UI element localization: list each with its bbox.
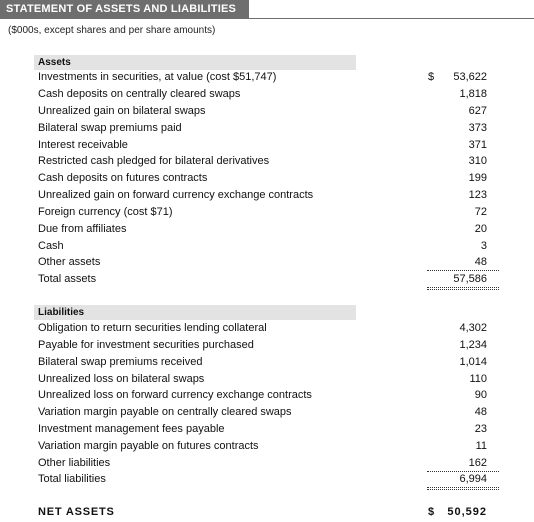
liability-value: 1,234: [459, 339, 487, 351]
asset-label: Bilateral swap premiums paid: [38, 122, 182, 134]
asset-label: Restricted cash pledged for bilateral derivatives: [38, 155, 270, 167]
total-liabilities-value: 6,994: [459, 473, 487, 485]
liability-label: Bilateral swap premiums received: [38, 356, 203, 368]
total-rule: [427, 289, 499, 290]
asset-value: 373: [468, 122, 487, 134]
asset-row: [38, 120, 498, 137]
asset-value: 3: [480, 240, 487, 252]
liability-value: 11: [475, 440, 487, 452]
asset-row: [38, 103, 498, 120]
asset-label: Due from affiliates: [38, 223, 127, 235]
liability-row: [38, 354, 498, 371]
title-rule: [249, 18, 534, 19]
asset-row: [38, 238, 498, 255]
liability-label: Unrealized loss on bilateral swaps: [38, 373, 205, 385]
liabilities-heading: Liabilities: [34, 305, 356, 320]
asset-label: Unrealized gain on forward currency exchange contracts: [38, 189, 314, 201]
liability-row: [38, 455, 498, 472]
asset-label: Unrealized gain on bilateral swaps: [38, 105, 206, 117]
total-rule: [427, 489, 499, 490]
liability-value: 110: [469, 373, 487, 385]
liability-label: Obligation to return securities lending collateral: [38, 322, 267, 334]
liability-row: [38, 438, 498, 455]
asset-row: [38, 187, 498, 204]
asset-value: 1,818: [459, 88, 487, 100]
liability-label: Investment management fees payable: [38, 423, 225, 435]
statement-subtitle: ($000s, except shares and per share amounts): [8, 25, 216, 36]
liability-row: [38, 371, 498, 388]
total-rule: [427, 487, 499, 488]
liability-value: 23: [474, 423, 487, 435]
asset-row: [38, 221, 498, 238]
asset-label: Interest receivable: [38, 139, 128, 151]
total-assets-label: Total assets: [38, 273, 97, 285]
currency-symbol: $: [428, 71, 435, 83]
asset-row: [38, 137, 498, 154]
liability-label: Unrealized loss on forward currency exchange contracts: [38, 389, 312, 401]
net-assets-label: NET ASSETS: [38, 506, 115, 518]
asset-value: 53,622: [453, 71, 487, 83]
asset-value: 371: [468, 139, 487, 151]
asset-value: 123: [468, 189, 487, 201]
total-rule: [427, 287, 499, 288]
asset-label: Other assets: [38, 256, 101, 268]
liability-value: 4,302: [459, 322, 487, 334]
net-assets-row: [38, 504, 498, 521]
asset-row: [38, 204, 498, 221]
liability-value: 1,014: [459, 356, 487, 368]
asset-value: 199: [468, 172, 487, 184]
liability-row: [38, 421, 498, 438]
liability-value: 48: [474, 406, 487, 418]
asset-row: [38, 254, 498, 271]
asset-value: 20: [474, 223, 487, 235]
net-assets-value: 50,592: [447, 506, 487, 518]
total-assets-row: [38, 271, 498, 288]
asset-label: Investments in securities, at value (cost $51,747): [38, 71, 277, 83]
liability-row: [38, 387, 498, 404]
asset-value: 310: [468, 155, 487, 167]
liability-row: [38, 320, 498, 337]
asset-value: 627: [468, 105, 487, 117]
asset-row: [38, 69, 498, 86]
asset-row: [38, 170, 498, 187]
asset-row: [38, 86, 498, 103]
asset-label: Cash deposits on centrally cleared swaps: [38, 88, 241, 100]
liability-row: [38, 404, 498, 421]
liability-row: [38, 337, 498, 354]
liability-label: Payable for investment securities purchased: [38, 339, 254, 351]
assets-heading: Assets: [34, 55, 356, 70]
liability-label: Variation margin payable on futures contracts: [38, 440, 259, 452]
liability-label: Other liabilities: [38, 457, 111, 469]
asset-label: Cash: [38, 240, 64, 252]
asset-value: 72: [474, 206, 487, 218]
currency-symbol: $: [428, 506, 435, 518]
asset-label: Foreign currency (cost $71): [38, 206, 173, 218]
total-liabilities-row: [38, 471, 498, 488]
asset-row: [38, 153, 498, 170]
total-assets-value: 57,586: [453, 273, 487, 285]
statement-title: STATEMENT OF ASSETS AND LIABILITIES: [0, 0, 249, 19]
liability-value: 162: [468, 457, 487, 469]
liability-label: Variation margin payable on centrally cleared swaps: [38, 406, 292, 418]
asset-value: 48: [474, 256, 487, 268]
total-liabilities-label: Total liabilities: [38, 473, 106, 485]
liability-value: 90: [474, 389, 487, 401]
asset-label: Cash deposits on futures contracts: [38, 172, 208, 184]
